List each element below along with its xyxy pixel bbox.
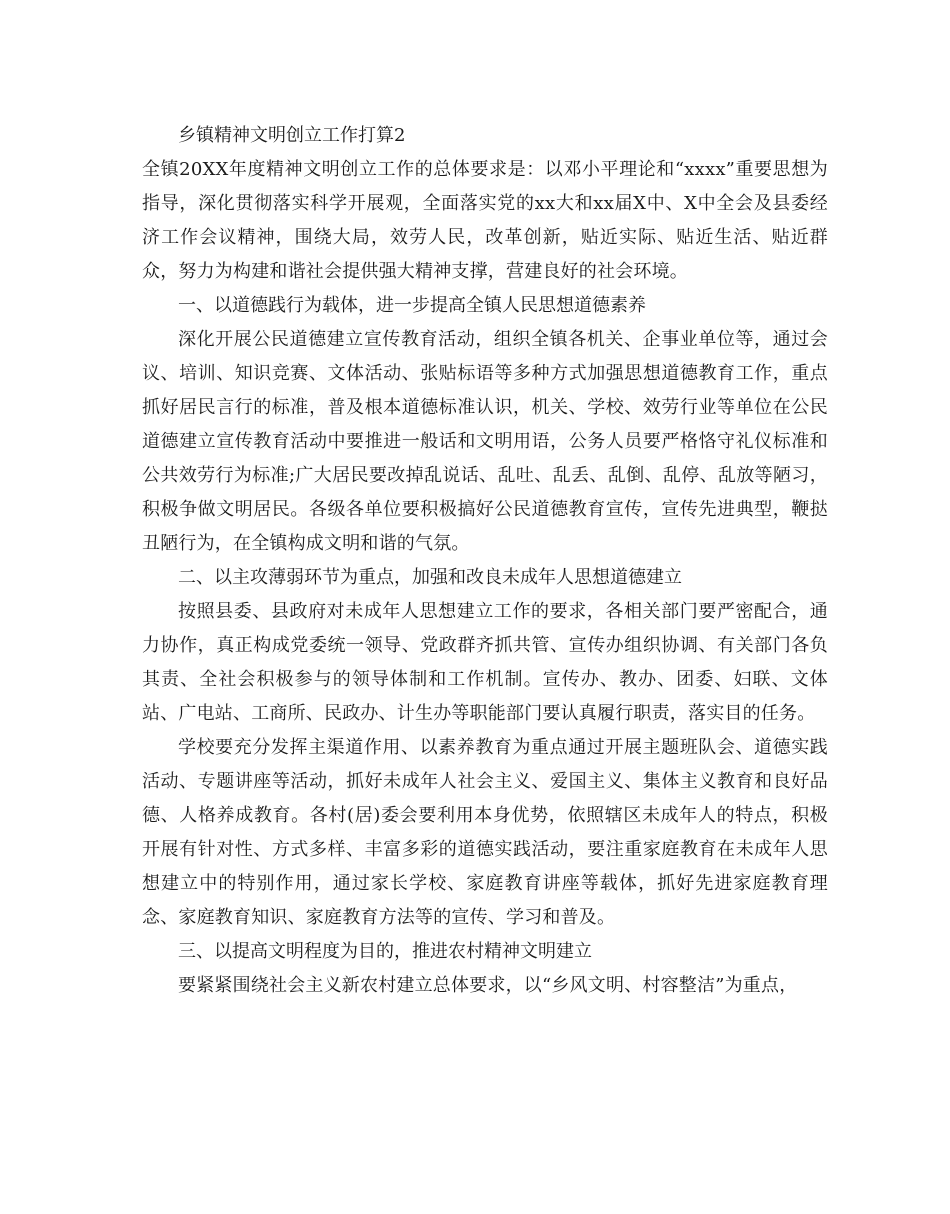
section-3-paragraph: 要紧紧围绕社会主义新农村建立总体要求，以“乡风文明、村容整洁”为重点， [178, 975, 798, 996]
document-title: 乡镇精神文明创立工作打算2 [178, 125, 406, 146]
section-1-heading: 一、以道德践行为载体，进一步提高全镇人民思想道德素养 [178, 295, 646, 316]
section-2-paragraph-2: 学校要充分发挥主渠道作用、以素养教育为重点通过开展主题班队会、道德实践活动、专题讲座等活动，抓好未成年人社会主义、爱国主义、集体主义教育和良好品德、人格养成教育。各村(居)委会要利用本身优势，依照辖区未成年人的特点，积极开展有针对性、方式多样、丰富多彩的道德实践活动，要注重家庭教育在未成年人思想建立中的特别作用，通过家长学校、家庭教育讲座等载体，抓好先进家庭教育理念、家庭教育知识、家庭教育方法等的宣传、学习和普及。 [142, 737, 828, 928]
document-content [142, 119, 828, 1003]
section-2-paragraph-1: 按照县委、县政府对未成年人思想建立工作的要求，各相关部门要严密配合，通力协作，真正构成党委统一领导、党政群齐抓共管、宣传办组织协调、有关部门各负其责、全社会积极参与的领导体制和工作机制。宣传办、教办、团委、妇联、文体站、广电站、工商所、民政办、计生办等职能部门要认真履行职责，落实目的任务。 [142, 601, 828, 724]
section-2-heading: 二、以主攻薄弱环节为重点，加强和改良未成年人思想道德建立 [178, 567, 682, 588]
section-3-heading: 三、以提高文明程度为目的，推进农村精神文明建立 [178, 941, 592, 962]
section-1-paragraph: 深化开展公民道德建立宣传教育活动，组织全镇各机关、企事业单位等，通过会议、培训、知识竞赛、文体活动、张贴标语等多种方式加强思想道德教育工作，重点抓好居民言行的标准，普及根本道德标准认识，机关、学校、效劳行业等单位在公民道德建立宣传教育活动中要推进一般话和文明用语，公务人员要严格恪守礼仪标准和公共效劳行为标准;广大居民要改掉乱说话、乱吐、乱丢、乱倒、乱停、乱放等陋习，积极争做文明居民。各级各单位要积极搞好公民道德教育宣传，宣传先进典型，鞭挞丑陋行为，在全镇构成文明和谐的气氛。 [142, 329, 828, 554]
intro-paragraph: 全镇20XX年度精神文明创立工作的总体要求是：以邓小平理论和“xxxx”重要思想为指导，深化贯彻落实科学开展观，全面落实党的xx大和xx届X中、X中全会及县委经济工作会议精神，围绕大局，效劳人民，改革创新，贴近实际、贴近生活、贴近群众，努力为构建和谐社会提供强大精神支撑，营建良好的社会环境。 [142, 159, 828, 282]
